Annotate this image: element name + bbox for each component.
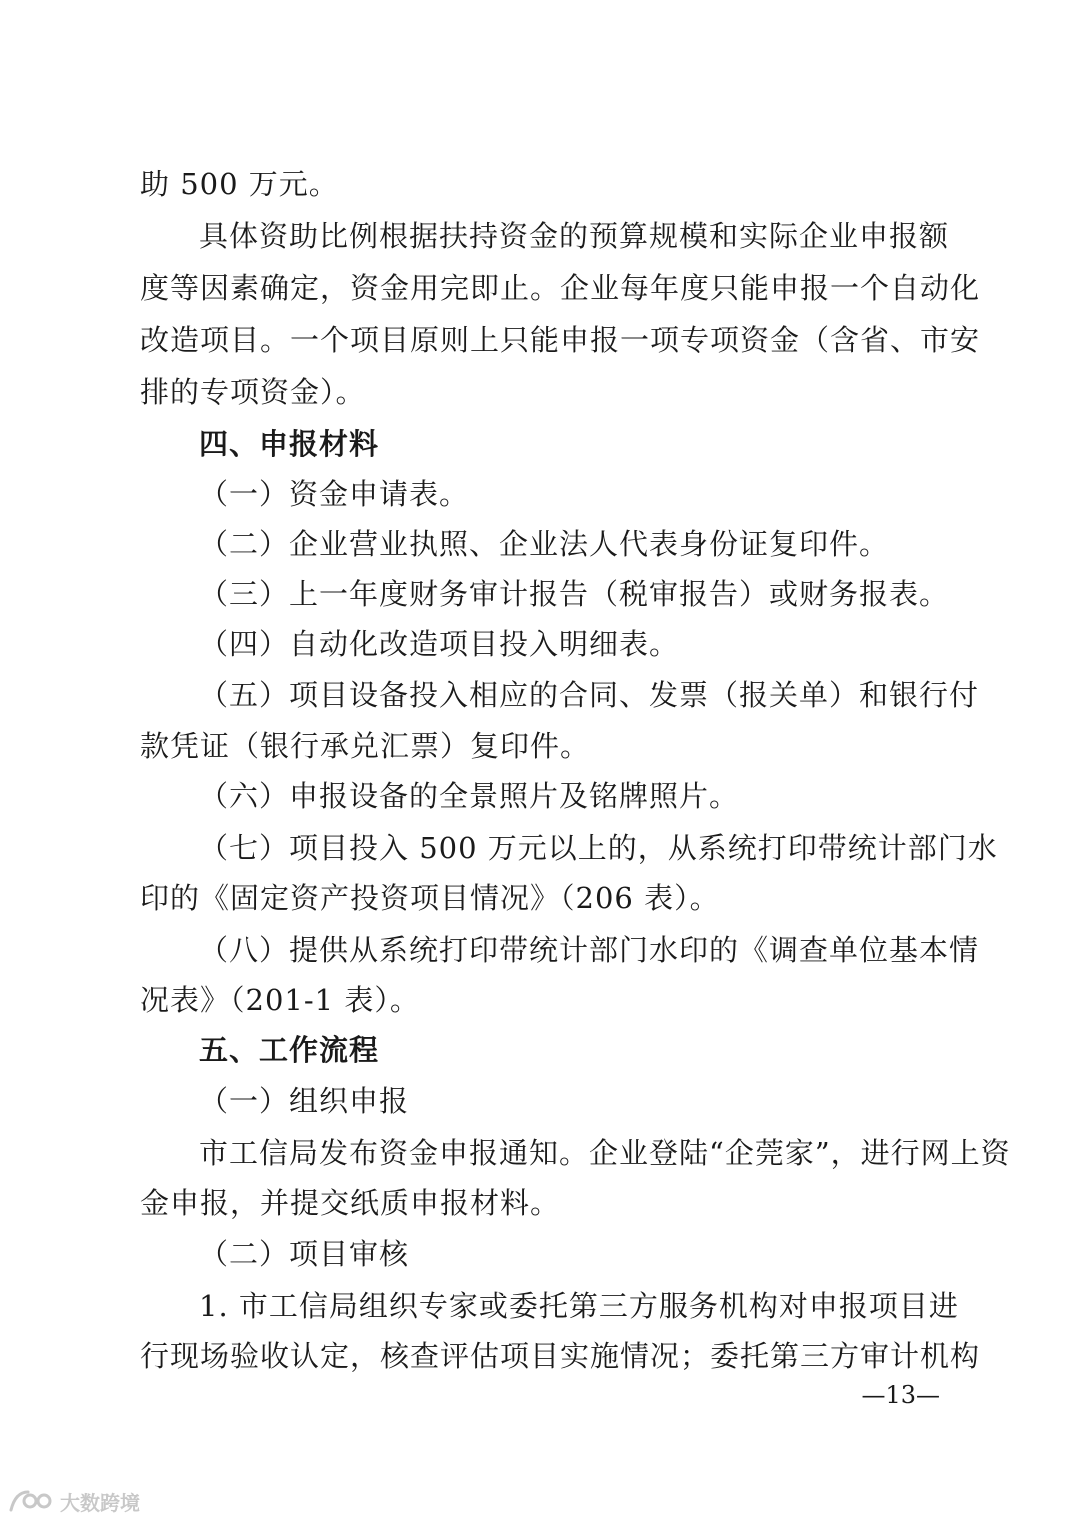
list-item: （五）项目设备投入相应的合同、发票（报关单）和银行付 [199,678,980,712]
section-heading: 四、申报材料 [199,427,380,461]
text-line: 改造项目。一个项目原则上只能申报一项专项资金（含省、市安 [140,323,981,357]
watermark-logo-icon [8,1488,54,1514]
text-line: 具体资助比例根据扶持资金的预算规模和实际企业申报额 [199,219,950,253]
text-line: 度等因素确定，资金用完即止。企业每年度只能申报一个自动化 [140,271,981,305]
text-line: 金申报，并提交纸质申报材料。 [140,1186,561,1220]
text-line: 助 500 万元。 [140,167,339,201]
list-item: （六）申报设备的全景照片及铭牌照片。 [199,779,740,813]
watermark [8,1486,140,1516]
list-item: （七）项目投入 500 万元以上的，从系统打印带统计部门水 [199,831,998,865]
subsection-heading: （二）项目审核 [199,1237,410,1271]
list-item: （二）企业营业执照、企业法人代表身份证复印件。 [199,527,890,561]
text-line: 况表》（201-1 表）。 [140,983,420,1017]
text-line: 款凭证（银行承兑汇票）复印件。 [140,729,591,763]
subsection-heading: （一）组织申报 [199,1084,410,1118]
section-heading: 五、工作流程 [199,1033,380,1067]
list-item: （一）资金申请表。 [199,477,470,511]
list-item: （三）上一年度财务审计报告（税审报告）或财务报表。 [199,577,950,611]
text-line: 市工信局发布资金申报通知。企业登陆“企莞家”，进行网上资 [199,1136,1011,1170]
text-line: 行现场验收认定，核查评估项目实施情况；委托第三方审计机构 [140,1339,981,1373]
text-line: 印的《固定资产投资项目情况》（206 表）。 [140,881,720,915]
list-item: （四）自动化改造项目投入明细表。 [199,627,680,661]
watermark-text: 大数跨境 [60,1490,140,1515]
text-line: 排的专项资金）。 [140,375,366,409]
list-item: （八）提供从系统打印带统计部门水印的《调查单位基本情 [199,933,980,967]
page-number: —13— [861,1381,940,1409]
text-line: 1. 市工信局组织专家或委托第三方服务机构对申报项目进 [199,1289,959,1323]
